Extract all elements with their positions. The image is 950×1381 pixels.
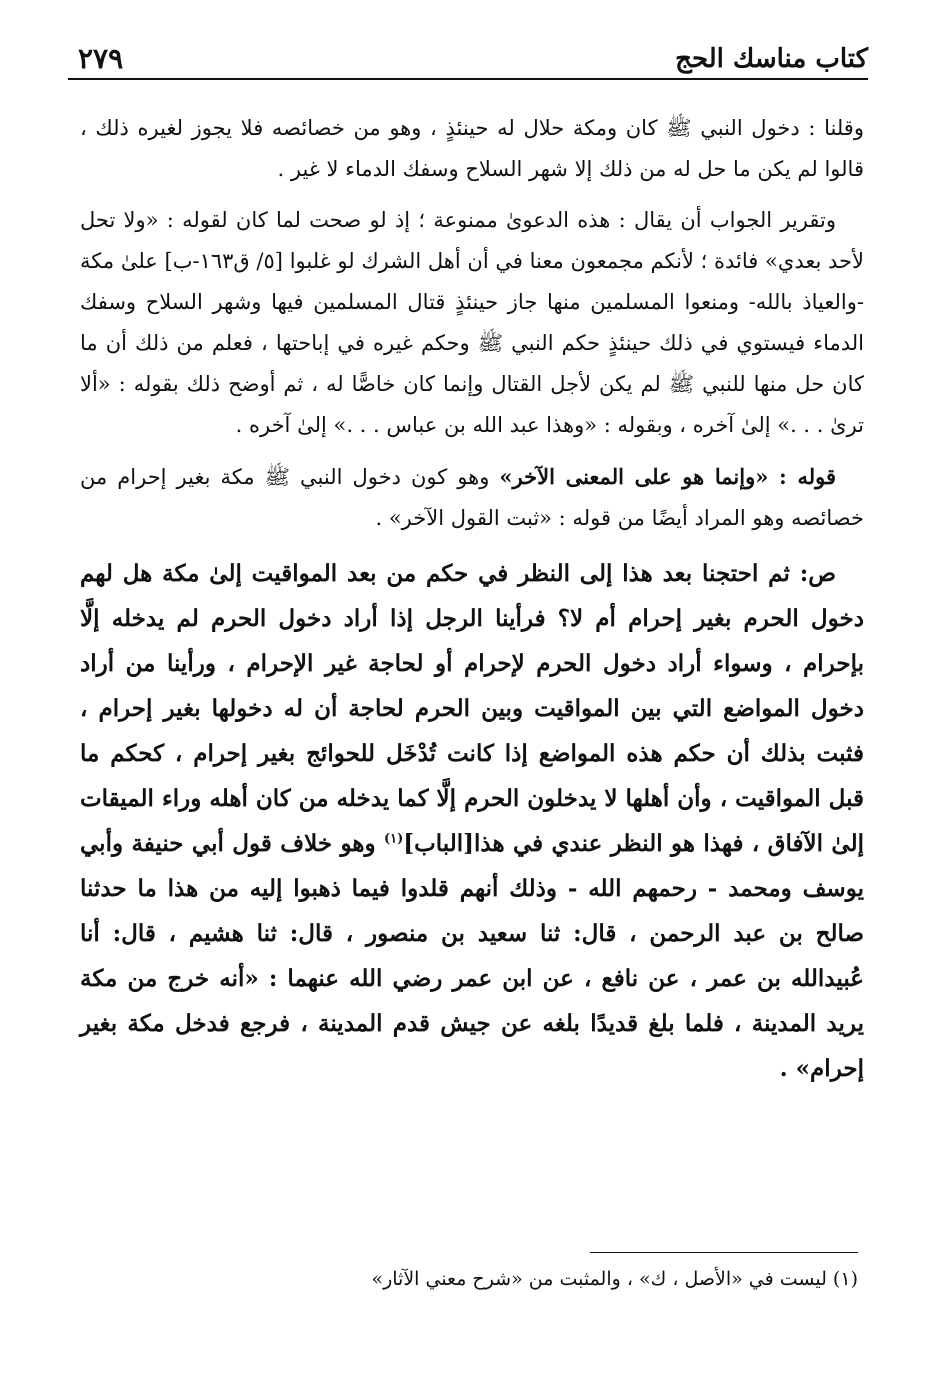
main-text-part: وهو خلاف قول أبي حنيفة وأبي يوسف ومحمد - رحمهم الله - وذلك أنهم قلدوا فيما ذهبوا إليه من هذا ما حدثنا صالح بن عبد الرحمن ، قال: ثنا سعيد بن منصور ، قال: ثنا هشيم ، قال: أنا عُبيدالله بن عمر ، عن نافع ، عن ابن عمر رضي الله عنهما : «أنه خرج من مكة يريد المدينة ، فلما بلغ قديدًا بلغه عن جيش قدم المدينة ، فرجع فدخل مكة بغير إحرام» . — [80, 830, 864, 1082]
running-title: كتاب مناسك الحج — [675, 44, 868, 74]
quoted-phrase: قوله : «وإنما هو على المعنى الآخر» — [499, 464, 837, 489]
page-number: ٢٧٩ — [78, 42, 124, 75]
main-text-paragraph — [80, 551, 864, 1091]
footnote: (١) ليست في «الأصل ، ك» ، والمثبت من «شرح معني الآثار» — [371, 1268, 858, 1290]
page-header — [68, 38, 868, 80]
commentary-text: وهو كون دخول النبي ﷺ مكة بغير إحرام من خصائصه وهو المراد أيضًا من قوله : «ثبت القول الآخر» . — [80, 465, 864, 530]
commentary-paragraph — [80, 456, 864, 539]
footnote-marker[interactable]: (١) — [383, 831, 404, 847]
footnote-separator — [590, 1252, 858, 1253]
main-text-part: ص: ثم احتجنا بعد هذا إلى النظر في حكم من بعد المواقيت إلىٰ مكة هل لهم دخول الحرم بغير إحرام أم لا؟ فرأينا الرجل إذا أراد دخول الحرم لم يدخله إلَّا بإحرام ، وسواء أراد دخول الحرم لإحرام أو لحاجة غير الإحرام ، ورأينا من أراد دخول المواضع التي بين المواقيت وبين الحرم لحاجة أن له دخولها بغير إحرام ، فثبت بذلك أن حكم هذه المواضع إذا كانت تُدْخَل للحوائج بغير إحرام ، كحكم ما قبل المواقيت ، وأن أهلها لا يدخلون الحرم إلَّا كما يدخله من كان أهله وراء الميقات إلىٰ الآفاق ، فهذا هو النظر عندي في هذا[الباب] — [80, 560, 864, 857]
commentary-paragraph: وتقرير الجواب أن يقال : هذه الدعوىٰ ممنوعة ؛ إذ لو صحت لما كان لقوله : «ولا تحل لأحد بعدي» فائدة ؛ لأنكم مجمعون معنا في أن أهل الشرك لو غلبوا [٥/ ق١٦٣-ب] علىٰ مكة -والعياذ بالله- ومنعوا المسلمين منها جاز حينئذٍ قتال المسلمين فيها وشهر السلاح وسفك الدماء فيستوي في ذلك حينئذٍ حكم النبي ﷺ وحكم غيره في إباحتها ، فعلم من ذلك أن ما كان حل منها للنبي ﷺ لم يكن لأجل القتال وإنما كان خاصًّا له ، ثم أوضح ذلك بقوله : «ألا ترىٰ . . .» إلىٰ آخره ، وبقوله : «وهذا عبد الله بن عباس . . .» إلىٰ آخره . — [80, 208, 865, 437]
commentary-paragraph: وقلنا : دخول النبي ﷺ كان ومكة حلال له حينئذٍ ، وهو من خصائصه فلا يجوز لغيره ذلك ، قالوا لم يكن ما حل له من ذلك إلا شهر السلاح وسفك الدماء لا غير . — [80, 116, 864, 181]
page-body — [80, 108, 864, 1091]
